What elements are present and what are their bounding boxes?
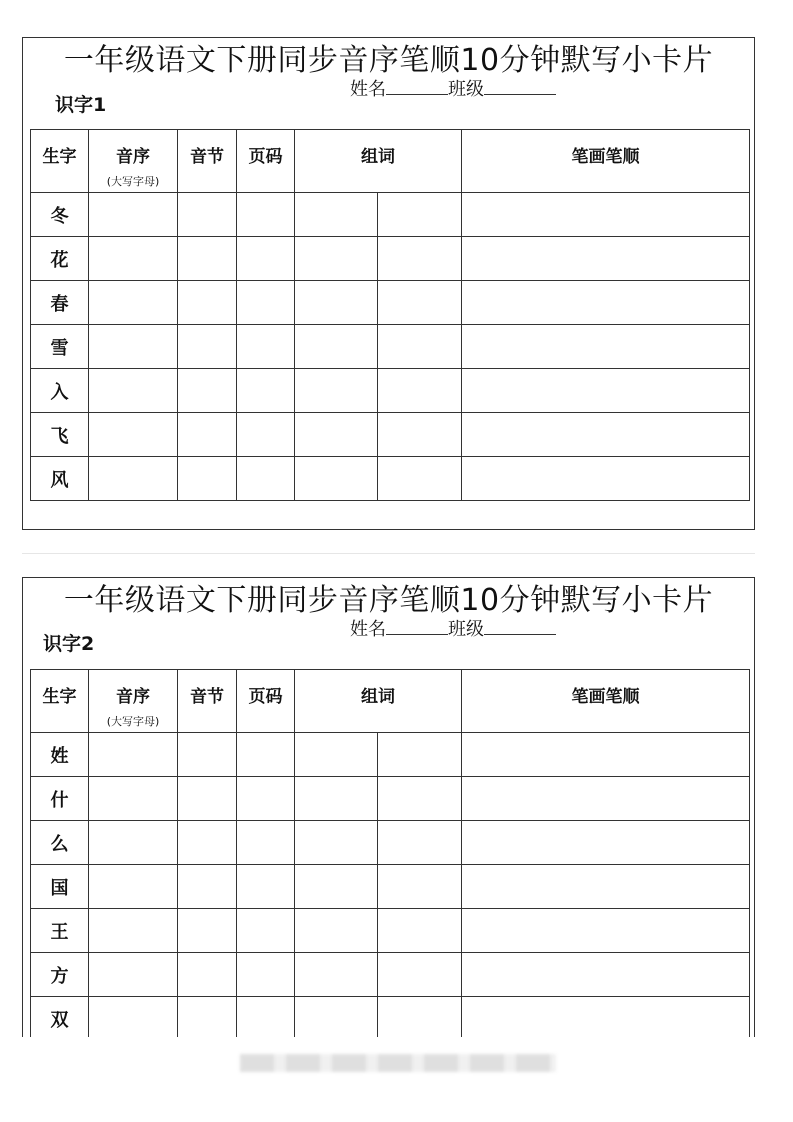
blurred-watermark xyxy=(240,1054,556,1072)
page-cell[interactable] xyxy=(237,997,295,1038)
char-cell: 双 xyxy=(31,997,89,1038)
dictation-table xyxy=(30,129,750,501)
lesson-subtitle: 识字1 xyxy=(55,94,107,116)
page-cell[interactable] xyxy=(237,325,295,369)
syllable-cell[interactable] xyxy=(178,369,237,413)
order-cell[interactable] xyxy=(89,777,178,821)
order-cell[interactable] xyxy=(89,193,178,237)
class-blank[interactable] xyxy=(484,76,556,95)
word-cell[interactable] xyxy=(295,369,378,413)
order-cell[interactable] xyxy=(89,325,178,369)
word-cell[interactable] xyxy=(378,865,462,909)
table-row xyxy=(31,865,750,909)
card-title: 一年级语文下册同步音序笔顺10分钟默写小卡片 xyxy=(63,43,714,78)
name-label: 姓名 xyxy=(350,619,386,640)
word-cell[interactable] xyxy=(378,733,462,777)
stroke-cell[interactable] xyxy=(462,777,750,821)
word-cell[interactable] xyxy=(378,193,462,237)
card-title: 一年级语文下册同步音序笔顺10分钟默写小卡片 xyxy=(63,583,714,618)
page-cell[interactable] xyxy=(237,281,295,325)
stroke-cell[interactable] xyxy=(462,909,750,953)
syllable-cell[interactable] xyxy=(178,733,237,777)
page-cell[interactable] xyxy=(237,909,295,953)
syllable-cell[interactable] xyxy=(178,325,237,369)
word-cell[interactable] xyxy=(378,413,462,457)
char-cell: 飞 xyxy=(31,413,89,457)
word-cell[interactable] xyxy=(295,953,378,997)
word-cell[interactable] xyxy=(295,777,378,821)
class-label: 班级 xyxy=(448,619,484,640)
syllable-cell[interactable] xyxy=(178,997,237,1038)
word-cell[interactable] xyxy=(295,457,378,501)
col-words: 组词 xyxy=(295,670,462,733)
order-cell[interactable] xyxy=(89,865,178,909)
order-cell[interactable] xyxy=(89,281,178,325)
name-class-line xyxy=(350,616,556,642)
char-cell: 王 xyxy=(31,909,89,953)
word-cell[interactable] xyxy=(378,457,462,501)
table-row xyxy=(31,325,750,369)
page-cell[interactable] xyxy=(237,457,295,501)
page-cell[interactable] xyxy=(237,413,295,457)
stroke-cell[interactable] xyxy=(462,369,750,413)
page-cell[interactable] xyxy=(237,777,295,821)
col-order xyxy=(89,670,178,733)
stroke-cell[interactable] xyxy=(462,237,750,281)
col-page: 页码 xyxy=(237,670,295,733)
header-row xyxy=(31,670,750,733)
order-cell[interactable] xyxy=(89,413,178,457)
lesson-subtitle: 识字2 xyxy=(43,633,95,655)
order-cell[interactable] xyxy=(89,733,178,777)
table-row xyxy=(31,953,750,997)
order-cell[interactable] xyxy=(89,821,178,865)
syllable-cell[interactable] xyxy=(178,821,237,865)
char-cell: 么 xyxy=(31,821,89,865)
word-cell[interactable] xyxy=(378,909,462,953)
word-cell[interactable] xyxy=(295,733,378,777)
table-row xyxy=(31,193,750,237)
syllable-cell[interactable] xyxy=(178,281,237,325)
char-cell: 春 xyxy=(31,281,89,325)
table-row xyxy=(31,777,750,821)
table-row xyxy=(31,997,750,1038)
stroke-cell[interactable] xyxy=(462,413,750,457)
syllable-cell[interactable] xyxy=(178,413,237,457)
col-syllable: 音节 xyxy=(178,130,237,193)
page-cell[interactable] xyxy=(237,369,295,413)
char-cell: 雪 xyxy=(31,325,89,369)
char-cell: 风 xyxy=(31,457,89,501)
stroke-cell[interactable] xyxy=(462,953,750,997)
table-row xyxy=(31,281,750,325)
stroke-cell[interactable] xyxy=(462,733,750,777)
col-words: 组词 xyxy=(295,130,462,193)
word-cell[interactable] xyxy=(378,821,462,865)
char-cell: 姓 xyxy=(31,733,89,777)
char-cell: 入 xyxy=(31,369,89,413)
char-cell: 花 xyxy=(31,237,89,281)
word-cell[interactable] xyxy=(295,237,378,281)
name-blank[interactable] xyxy=(386,76,448,95)
char-cell: 国 xyxy=(31,865,89,909)
col-syllable: 音节 xyxy=(178,670,237,733)
char-cell: 冬 xyxy=(31,193,89,237)
dictation-table xyxy=(30,669,750,1037)
word-cell[interactable] xyxy=(378,953,462,997)
word-cell[interactable] xyxy=(295,325,378,369)
col-char: 生字 xyxy=(31,130,89,193)
word-cell[interactable] xyxy=(295,909,378,953)
name-label: 姓名 xyxy=(350,79,386,100)
col-strokes: 笔画笔顺 xyxy=(462,670,750,733)
page-cell[interactable] xyxy=(237,865,295,909)
stroke-cell[interactable] xyxy=(462,193,750,237)
syllable-cell[interactable] xyxy=(178,457,237,501)
order-cell[interactable] xyxy=(89,909,178,953)
word-cell[interactable] xyxy=(378,369,462,413)
page-cell[interactable] xyxy=(237,821,295,865)
card-separator xyxy=(22,553,755,554)
col-order-label: 音序 xyxy=(116,687,150,707)
word-cell[interactable] xyxy=(378,325,462,369)
stroke-cell[interactable] xyxy=(462,281,750,325)
page-cell[interactable] xyxy=(237,237,295,281)
order-cell[interactable] xyxy=(89,369,178,413)
name-class-line xyxy=(350,76,556,102)
order-cell[interactable] xyxy=(89,237,178,281)
page-cell[interactable] xyxy=(237,193,295,237)
stroke-cell[interactable] xyxy=(462,457,750,501)
order-cell[interactable] xyxy=(89,457,178,501)
table-row xyxy=(31,733,750,777)
name-blank[interactable] xyxy=(386,616,448,635)
word-cell[interactable] xyxy=(378,237,462,281)
word-cell[interactable] xyxy=(295,281,378,325)
table-row xyxy=(31,457,750,501)
col-page: 页码 xyxy=(237,130,295,193)
syllable-cell[interactable] xyxy=(178,909,237,953)
word-cell[interactable] xyxy=(378,997,462,1038)
stroke-cell[interactable] xyxy=(462,821,750,865)
col-order xyxy=(89,130,178,193)
col-order-note: (大写字母) xyxy=(106,715,160,728)
table-row xyxy=(31,909,750,953)
page-cell[interactable] xyxy=(237,733,295,777)
char-cell: 什 xyxy=(31,777,89,821)
col-order-label: 音序 xyxy=(116,147,150,167)
header-row xyxy=(31,130,750,193)
word-cell[interactable] xyxy=(378,281,462,325)
char-cell: 方 xyxy=(31,953,89,997)
word-cell[interactable] xyxy=(295,997,378,1038)
word-cell[interactable] xyxy=(378,777,462,821)
stroke-cell[interactable] xyxy=(462,865,750,909)
syllable-cell[interactable] xyxy=(178,237,237,281)
table-row xyxy=(31,821,750,865)
stroke-cell[interactable] xyxy=(462,997,750,1038)
class-blank[interactable] xyxy=(484,616,556,635)
stroke-cell[interactable] xyxy=(462,325,750,369)
syllable-cell[interactable] xyxy=(178,193,237,237)
page-cell[interactable] xyxy=(237,953,295,997)
table-row xyxy=(31,237,750,281)
col-char: 生字 xyxy=(31,670,89,733)
syllable-cell[interactable] xyxy=(178,953,237,997)
dictation-card-1 xyxy=(22,37,755,530)
word-cell[interactable] xyxy=(295,193,378,237)
table-row xyxy=(31,369,750,413)
order-cell[interactable] xyxy=(89,997,178,1038)
col-order-note: (大写字母) xyxy=(106,175,160,188)
word-cell[interactable] xyxy=(295,821,378,865)
table-row xyxy=(31,413,750,457)
word-cell[interactable] xyxy=(295,413,378,457)
word-cell[interactable] xyxy=(295,865,378,909)
class-label: 班级 xyxy=(448,79,484,100)
dictation-card-2 xyxy=(22,577,755,1037)
syllable-cell[interactable] xyxy=(178,777,237,821)
syllable-cell[interactable] xyxy=(178,865,237,909)
order-cell[interactable] xyxy=(89,953,178,997)
col-strokes: 笔画笔顺 xyxy=(462,130,750,193)
